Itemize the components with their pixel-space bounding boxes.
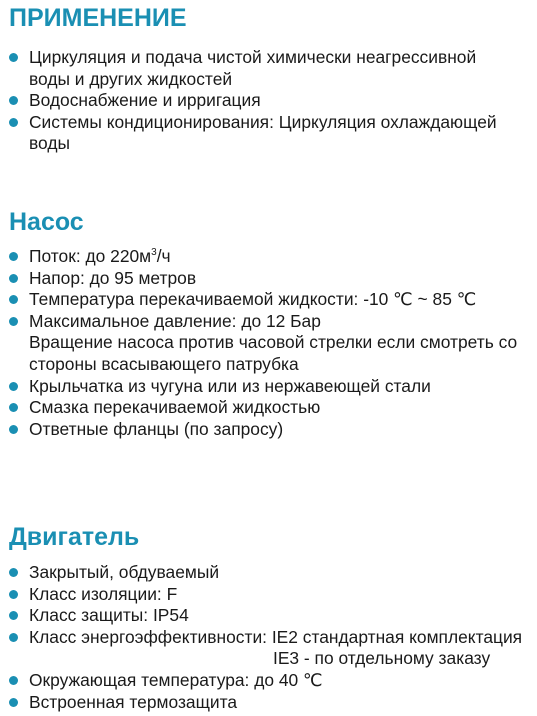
flow-superscript: 3: [151, 247, 157, 258]
flow-unit: /ч: [156, 246, 171, 266]
application-list: [0, 47, 537, 155]
list-item-flanges: [0, 419, 537, 441]
efficiency-alt-text: IE3 - по отдельному заказу: [273, 648, 491, 669]
list-item-insulation: [0, 584, 537, 606]
list-item-temperature: [0, 289, 537, 311]
bullet-icon: [9, 317, 18, 326]
temperature-text: Температура перекачиваемой жидкости: -10 ℃ ~ 85 ℃: [29, 289, 477, 310]
list-item-enclosure: [0, 562, 537, 584]
list-item-efficiency: [0, 627, 537, 649]
insulation-text: Класс изоляции: F: [29, 583, 178, 604]
list-item-thermal: [0, 692, 537, 714]
bullet-icon: [9, 568, 18, 577]
list-item-impeller: [0, 376, 537, 398]
list-item-text: Системы кондиционирования: Циркуляция охлаждающей: [29, 111, 497, 132]
efficiency-text: Класс энергоэффективности: IE2 стандартная комплектация: [29, 626, 523, 647]
list-item-text: воды: [29, 133, 70, 154]
motor-heading: Двигатель: [9, 523, 140, 551]
list-item-head: [0, 268, 537, 290]
bullet-icon: [9, 274, 18, 283]
pressure-text: Максимальное давление: до 12 Бар: [29, 310, 321, 331]
application-heading: ПРИМЕНЕНИЕ: [9, 4, 187, 32]
bullet-icon: [9, 403, 18, 412]
bullet-icon: [9, 382, 18, 391]
impeller-text: Крыльчатка из чугуна или из нержавеющей стали: [29, 375, 431, 396]
bullet-icon: [9, 425, 18, 434]
rotation-text: стороны всасывающего патрубка: [29, 353, 299, 374]
list-item-ambient: [0, 670, 537, 692]
bullet-icon: [9, 96, 18, 105]
bullet-icon: [9, 633, 18, 642]
rotation-text: Вращение насоса против часовой стрелки если смотреть со: [29, 332, 518, 353]
list-item-text: Водоснабжение и ирригация: [29, 90, 261, 111]
pump-heading: Насос: [9, 208, 84, 236]
list-item: [0, 47, 537, 90]
protection-text: Класс защиты: IP54: [29, 605, 189, 626]
list-item-text: воды и других жидкостей: [29, 68, 233, 89]
flanges-text: Ответные фланцы (по запросу): [29, 418, 284, 439]
bullet-icon: [9, 252, 18, 261]
list-item-pressure: [0, 311, 537, 333]
pump-list: [0, 246, 537, 440]
bullet-icon: [9, 698, 18, 707]
list-item-lubrication: [0, 397, 537, 419]
list-item-efficiency-alt: [0, 648, 537, 670]
list-item-rotation: [0, 332, 537, 375]
bullet-icon: [9, 611, 18, 620]
bullet-icon: [9, 590, 18, 599]
list-item-flow: [0, 246, 537, 268]
head-text: Напор: до 95 метров: [29, 267, 197, 288]
thermal-text: Встроенная термозащита: [29, 691, 238, 712]
motor-list: [0, 562, 537, 713]
list-item-protection: [0, 605, 537, 627]
application-section: [0, 4, 537, 155]
flow-text: Поток: до 220м: [29, 246, 152, 266]
motor-section: [0, 523, 537, 713]
bullet-icon: [9, 118, 18, 127]
ambient-text: Окружающая температура: до 40 ℃: [29, 669, 323, 690]
list-item-text: Циркуляция и подача чистой химически неагрессивной: [29, 47, 477, 67]
pump-section: [0, 208, 537, 440]
bullet-icon: [9, 295, 18, 304]
bullet-icon: [9, 676, 18, 685]
bullet-icon: [9, 53, 18, 62]
list-item: [0, 112, 537, 155]
enclosure-text: Закрытый, обдуваемый: [29, 562, 220, 582]
list-item: [0, 90, 537, 112]
lubrication-text: Смазка перекачиваемой жидкостью: [29, 397, 321, 418]
